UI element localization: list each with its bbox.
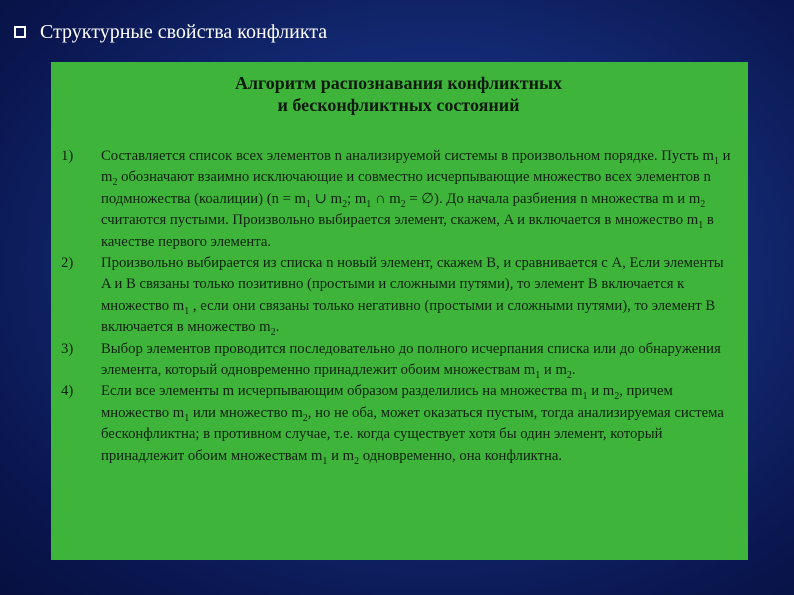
panel-title — [61, 72, 736, 116]
algorithm-panel — [51, 62, 748, 560]
step-text: Составляется список всех элементов n анализируемой системы в произвольном порядке. Пусть $m_1$ и $m_2$ обозначают взаимно исключающие и совместно исчерпывающие множество всех элементов n подмножества (коалиции) ($n = m_1$ ∪ $m_2$; $m_1$ ∩ $m_2$ = ∅). До начала разбиения n множества m и $m_2$ считаются пустыми. Произвольно выбирается элемент, скажем, A и включается в множество $m_1$ в качестве первого элемента. — [101, 148, 731, 250]
step-text: Если все элементы m исчерпывающим образом разделились на множества $m_1$ и $m_2$, причем множество $m_1$ или множество $m_2$, но не оба, может оказаться пустым, тогда анализируемая система бесконфликтна; в противном случае, т.е. когда существует хотя бы один элемент, который принадлежит обоим множествам $m_1$ и $m_2$ одновременно, она конфликтна. — [101, 383, 724, 467]
panel-title-line-1: Алгоритм распознавания конфликтных — [234, 73, 563, 93]
slide-title: Структурные свойства конфликта — [40, 21, 328, 43]
steps-list — [61, 146, 736, 467]
step-number: 1) — [61, 148, 74, 164]
step-number: 2) — [61, 255, 74, 272]
step-item — [61, 146, 736, 253]
slide-header — [14, 20, 327, 44]
checkbox-bullet-icon — [14, 26, 26, 38]
step-text: Выбор элементов проводится последовательно до полного исчерпания списка или до обнаружения элемента, который одновременно принадлежит обоим множествам $m_1$ и $m_2$. — [101, 340, 721, 381]
step-item — [61, 381, 736, 467]
step-item — [61, 339, 736, 382]
step-number: 3) — [61, 340, 74, 357]
step-item — [61, 253, 736, 339]
panel-title-line-2: и бесконфликтных состояний — [277, 95, 520, 115]
step-number: 4) — [61, 383, 74, 400]
step-text: Произвольно выбирается из списка n новый элемент, скажем B, и сравнивается с A, Если элементы A и B связаны только позитивно (простыми и сложными путями), то элемент B включается к множество $m_1$ , если они связаны только негативно (простыми и сложными путями), то элемент B включается в множество $m_2$. — [101, 255, 724, 339]
